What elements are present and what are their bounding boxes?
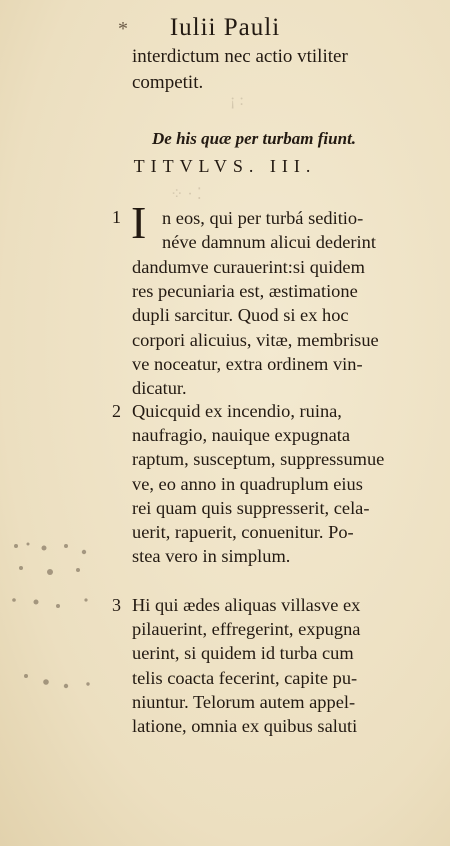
text-line: dupli sarcitur. Quod si ex hoc xyxy=(132,305,349,326)
text-line: Hi qui ædes aliquas villasve ex xyxy=(132,595,361,615)
text-line: naufragio, nauique expugnata xyxy=(132,425,351,446)
text-line: niuntur. Telorum autem appel- xyxy=(132,691,356,712)
text-line: dandumve curauerint:si quidem xyxy=(132,257,365,277)
bleed-through: ⁘ · ⁚ xyxy=(170,186,202,203)
text-line: uerint, si quidem id turba cum xyxy=(132,643,354,664)
paragraph-3 xyxy=(132,593,450,738)
text-line: raptum, susceptum, suppressumue xyxy=(132,449,385,470)
text-line: rei quam quis suppresserit, cela- xyxy=(132,497,370,518)
opening-line-1: interdictum nec actio vtiliter xyxy=(132,46,348,67)
drop-cap: I xyxy=(131,197,147,248)
text-line: uerit, rapuerit, conuenitur. Po- xyxy=(132,522,354,543)
text-line: stea vero in simplum. xyxy=(132,546,291,567)
text-line: pilauerint, effregerint, expugna xyxy=(132,619,361,640)
text-line: Quicquid ex incendio, ruina, xyxy=(132,401,342,421)
chapter-roman-title: TITVLVS. III. xyxy=(133,156,317,176)
opening-line-2: competit. xyxy=(132,72,204,93)
bleed-through: ¡ : xyxy=(230,92,244,109)
paragraph-1-opening xyxy=(162,206,450,254)
text-line: telis coacta fecerint, capite pu- xyxy=(132,667,358,688)
margin-ink-smudges xyxy=(6,536,98,736)
text-line: néve damnum alicui dederint xyxy=(162,232,376,253)
text-line: ve noceatur, extra ordinem vin- xyxy=(132,353,363,374)
chapter-italic-title: De his quæ per turbam fiunt. xyxy=(152,129,357,148)
page-marks: * xyxy=(118,18,130,40)
paragraph-number-3: 3 xyxy=(112,595,121,615)
text-line: dicatur. xyxy=(132,378,187,399)
text-line: corpori alicuius, vitæ, membrisue xyxy=(132,329,379,350)
paragraph-number-1: 1 xyxy=(112,207,121,227)
running-head: Iulii Pauli xyxy=(169,14,281,41)
paragraph-2 xyxy=(132,399,450,568)
paragraph-1 xyxy=(132,255,450,400)
text-line: ve, eo anno in quadruplum eius xyxy=(132,473,363,494)
text-line: latione, omnia ex quibus saluti xyxy=(132,716,358,737)
paragraph-number-2: 2 xyxy=(112,401,121,421)
text-line: n eos, qui per turbá seditio- xyxy=(162,208,364,228)
text-line: res pecuniaria est, æstimatione xyxy=(132,281,358,302)
